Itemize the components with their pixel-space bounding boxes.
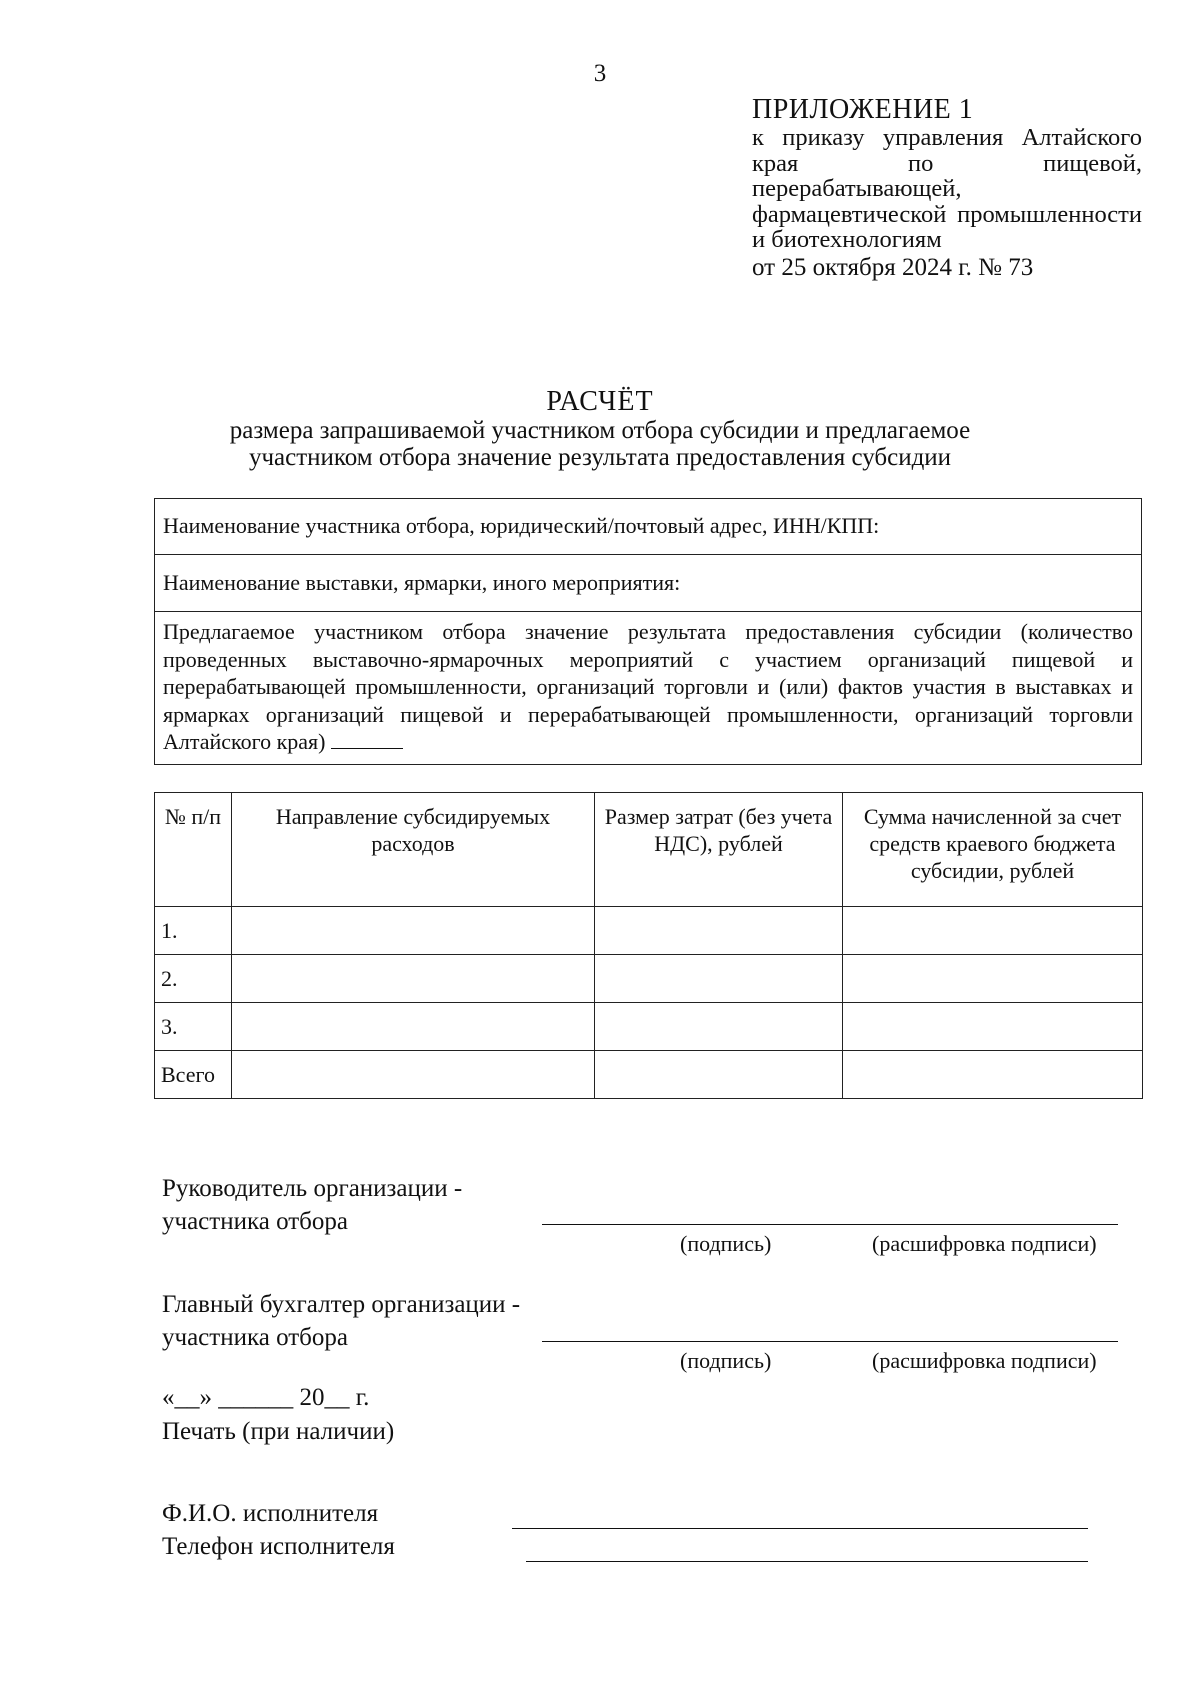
event-name-field[interactable]: Наименование выставки, ярмарки, иного мероприятия: — [155, 555, 1142, 612]
calculation-subtitle-line: размера запрашиваемой участником отбора субсидии и предлагаемое — [229, 417, 971, 444]
appendix-title: ПРИЛОЖЕНИЕ 1 — [752, 94, 974, 125]
table-row — [155, 907, 1143, 955]
result-value-field[interactable] — [155, 612, 1142, 765]
result-value-blank[interactable] — [331, 728, 403, 749]
date-line[interactable]: «__» ______ 20__ г. — [162, 1384, 370, 1411]
costs-cell[interactable] — [595, 955, 843, 1003]
accountant-signature-line[interactable] — [542, 1341, 1118, 1342]
accountant-decode-hint: (расшифровка подписи) — [872, 1348, 1097, 1373]
calculation-title: РАСЧЁТ — [546, 386, 654, 417]
row-total-label: Всего — [155, 1051, 232, 1099]
head-decode-hint: (расшифровка подписи) — [872, 1231, 1097, 1256]
executor-phone-line[interactable] — [526, 1561, 1088, 1562]
appendix-text: к приказу управления Алтайского края по пищевой, перерабатывающей, фармацевтической промышленности и биотехнологиям — [752, 124, 1142, 253]
subsidy-cell[interactable] — [843, 1051, 1143, 1099]
executor-name-line[interactable] — [512, 1528, 1088, 1529]
costs-cell[interactable] — [595, 907, 843, 955]
table-row — [155, 955, 1143, 1003]
direction-cell[interactable] — [232, 1003, 595, 1051]
row-number: 2. — [155, 955, 232, 1003]
table-row — [155, 555, 1142, 612]
subsidy-cell[interactable] — [843, 1003, 1143, 1051]
row-number: 1. — [155, 907, 232, 955]
costs-table — [154, 792, 1143, 1099]
executor-name-label: Ф.И.О. исполнителя — [162, 1500, 379, 1527]
head-signature-label — [162, 1172, 462, 1238]
table-row — [155, 499, 1142, 555]
head-title-line: участника отбора — [162, 1208, 348, 1235]
column-header-subsidy: Сумма начисленной за счет средств краевого бюджета субсидии, рублей — [843, 793, 1143, 907]
column-header-number: № п/п — [155, 793, 232, 907]
calculation-header — [0, 387, 1200, 471]
column-header-costs: Размер затрат (без учета НДС), рублей — [595, 793, 843, 907]
page-number: 3 — [593, 60, 607, 87]
result-value-label: Предлагаемое участником отбора значение результата предоставления субсидии (количество проведенных выставочно-ярмарочных мероприятий с участием организаций пищевой и перерабатывающей промышленности, организаций торговли и (или) фактов участия в выставках и ярмарках организаций пищевой и перерабатывающей промышленности, организаций торговли Алтайского края) — [163, 619, 1133, 754]
head-signature-hint: (подпись) — [680, 1231, 772, 1256]
appendix-block — [752, 95, 1142, 283]
table-row — [155, 612, 1142, 765]
row-number: 3. — [155, 1003, 232, 1051]
calculation-subtitle — [0, 417, 1200, 471]
accountant-signature-label — [162, 1288, 520, 1354]
calculation-subtitle-line: участником отбора значение результата предоставления субсидии — [248, 444, 952, 471]
direction-cell[interactable] — [232, 955, 595, 1003]
accountant-title-line: участника отбора — [162, 1324, 348, 1351]
executor-phone-label: Телефон исполнителя — [162, 1533, 395, 1560]
accountant-title-line: Главный бухгалтер организации - — [162, 1291, 521, 1318]
appendix-date: от 25 октября 2024 г. № 73 — [752, 253, 1034, 281]
participant-name-field[interactable]: Наименование участника отбора, юридический/почтовый адрес, ИНН/КПП: — [155, 499, 1142, 555]
subsidy-cell[interactable] — [843, 907, 1143, 955]
accountant-signature-hint: (подпись) — [680, 1348, 772, 1373]
head-signature-line[interactable] — [542, 1224, 1118, 1225]
participant-info-table — [154, 498, 1142, 765]
table-row — [155, 1003, 1143, 1051]
direction-cell[interactable] — [232, 907, 595, 955]
subsidy-cell[interactable] — [843, 955, 1143, 1003]
costs-cell[interactable] — [595, 1051, 843, 1099]
head-title-line: Руководитель организации - — [162, 1175, 463, 1202]
table-row-total — [155, 1051, 1143, 1099]
table-header-row — [155, 793, 1143, 907]
direction-cell[interactable] — [232, 1051, 595, 1099]
costs-cell[interactable] — [595, 1003, 843, 1051]
stamp-label: Печать (при наличии) — [162, 1418, 395, 1445]
column-header-direction: Направление субсидируемых расходов — [232, 793, 595, 907]
